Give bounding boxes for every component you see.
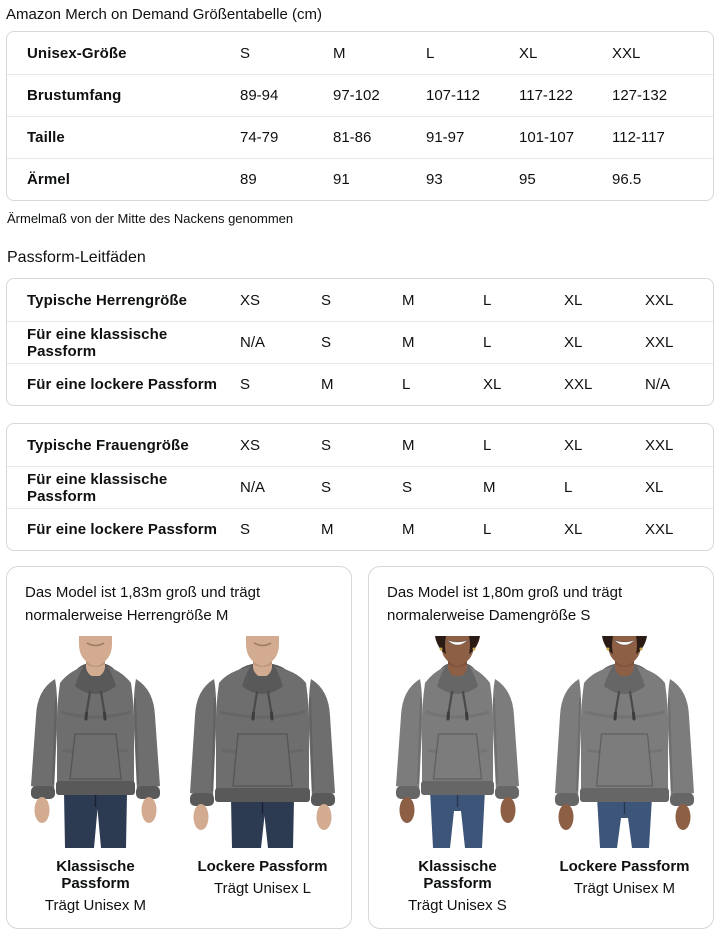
model-description: Das Model ist 1,80m groß und trägt normalerweise Damengröße S: [387, 584, 623, 624]
table-cell: XL: [564, 521, 583, 538]
table-cell: L: [564, 479, 573, 496]
table-cell: XXL: [645, 521, 674, 538]
row-label: Für eine klassische Passform: [27, 325, 168, 360]
table-row: [7, 424, 713, 466]
sleeve-measure-note: Ärmelmaß von der Mitte des Nackens genommen: [7, 211, 294, 226]
table-cell: 81-86: [333, 129, 372, 146]
table-cell: XXL: [564, 376, 593, 393]
model-figure: [552, 636, 697, 914]
model-card: [6, 566, 352, 929]
table-row: [7, 321, 713, 363]
table-cell: M: [402, 291, 415, 309]
table-cell: XL: [564, 436, 583, 454]
table-cell: N/A: [645, 376, 671, 393]
table-cell: XL: [483, 376, 502, 393]
table-cell: S: [240, 44, 251, 62]
table-cell: XL: [645, 479, 664, 496]
table-cell: S: [321, 479, 332, 496]
table-row: [7, 32, 713, 74]
size-table: [6, 31, 714, 201]
table-cell: XL: [519, 44, 538, 62]
table-cell: M: [483, 479, 496, 496]
model-description: Das Model ist 1,83m groß und trägt normalerweise Herrengröße M: [25, 584, 261, 624]
table-row: [7, 74, 713, 116]
table-row: [7, 466, 713, 508]
table-cell: 89: [240, 171, 257, 188]
male-model-loose-fit-hoodie-photo: [190, 636, 335, 848]
table-cell: 89-94: [240, 87, 279, 104]
table-cell: 74-79: [240, 129, 279, 146]
table-cell: S: [240, 376, 251, 393]
fit-label: Klassische Passform: [56, 858, 135, 892]
row-label: Brustumfang: [27, 87, 122, 104]
table-cell: L: [483, 436, 492, 454]
table-cell: 95: [519, 171, 536, 188]
table-cell: L: [402, 376, 411, 393]
table-cell: S: [321, 436, 332, 454]
table-cell: L: [483, 291, 492, 309]
table-cell: L: [483, 334, 492, 351]
table-cell: M: [321, 376, 334, 393]
table-cell: S: [321, 334, 332, 351]
fit-guide-table-women: [6, 423, 714, 551]
table-cell: N/A: [240, 479, 266, 496]
model-card: [368, 566, 714, 929]
table-cell: L: [483, 521, 492, 538]
model-cards: [6, 566, 714, 929]
row-label: Unisex-Größe: [27, 44, 127, 62]
table-cell: S: [240, 521, 251, 538]
table-cell: 96.5: [612, 171, 642, 188]
female-model-loose-fit-hoodie-photo: [552, 636, 697, 848]
table-row: [7, 279, 713, 321]
table-cell: 107-112: [426, 87, 480, 104]
table-cell: XXL: [645, 334, 674, 351]
fit-label: Lockere Passform: [559, 858, 690, 875]
row-label: Taille: [27, 129, 65, 146]
table-cell: L: [426, 44, 435, 62]
table-cell: 91: [333, 171, 350, 188]
table-row: [7, 116, 713, 158]
table-cell: XS: [240, 291, 261, 309]
male-model-classic-fit-hoodie-photo: [23, 636, 168, 848]
table-cell: M: [333, 44, 346, 62]
model-figure: [190, 636, 335, 914]
table-cell: 112-117: [612, 129, 665, 146]
fit-guide-table-men: [6, 278, 714, 406]
table-cell: 101-107: [519, 129, 575, 146]
row-label: Typische Frauengröße: [27, 436, 189, 454]
size-worn-label: Trägt Unisex L: [214, 880, 311, 897]
table-cell: M: [402, 334, 415, 351]
hoodie-model-illustration: [385, 636, 530, 848]
row-label: Ärmel: [27, 171, 71, 188]
table-cell: XXL: [612, 44, 641, 62]
table-cell: 127-132: [612, 87, 668, 104]
size-worn-label: Trägt Unisex M: [573, 880, 676, 897]
hoodie-model-illustration: [23, 636, 168, 848]
table-row: [7, 158, 713, 200]
row-label: Für eine klassische Passform: [27, 470, 168, 505]
table-cell: M: [402, 521, 415, 538]
table-cell: XL: [564, 291, 583, 309]
size-worn-label: Trägt Unisex M: [44, 897, 147, 914]
size-worn-label: Trägt Unisex S: [408, 897, 507, 914]
page-title: Amazon Merch on Demand Größentabelle (cm): [6, 6, 322, 23]
table-cell: XXL: [645, 436, 674, 454]
female-model-classic-fit-hoodie-photo: [385, 636, 530, 848]
row-label: Für eine lockere Passform: [27, 376, 218, 393]
fit-label: Klassische Passform: [418, 858, 497, 892]
hoodie-model-illustration: [552, 636, 697, 848]
table-cell: XS: [240, 436, 261, 454]
model-figures: [382, 636, 700, 914]
table-row: [7, 508, 713, 550]
table-cell: M: [402, 436, 415, 454]
fit-label: Lockere Passform: [197, 858, 328, 875]
model-figure: [23, 636, 168, 914]
table-cell: 117-122: [519, 87, 573, 104]
table-row: [7, 363, 713, 405]
table-cell: 93: [426, 171, 443, 188]
table-cell: XXL: [645, 291, 674, 309]
table-cell: N/A: [240, 334, 266, 351]
table-cell: 91-97: [426, 129, 465, 146]
row-label: Typische Herrengröße: [27, 291, 188, 309]
table-cell: XL: [564, 334, 583, 351]
model-figure: [385, 636, 530, 914]
hoodie-model-illustration: [190, 636, 335, 848]
table-cell: M: [321, 521, 334, 538]
table-cell: S: [321, 291, 332, 309]
table-cell: 97-102: [333, 87, 380, 104]
row-label: Für eine lockere Passform: [27, 521, 218, 538]
fit-guides-heading: Passform-Leitfäden: [7, 249, 146, 266]
table-cell: S: [402, 479, 413, 496]
model-figures: [20, 636, 338, 914]
